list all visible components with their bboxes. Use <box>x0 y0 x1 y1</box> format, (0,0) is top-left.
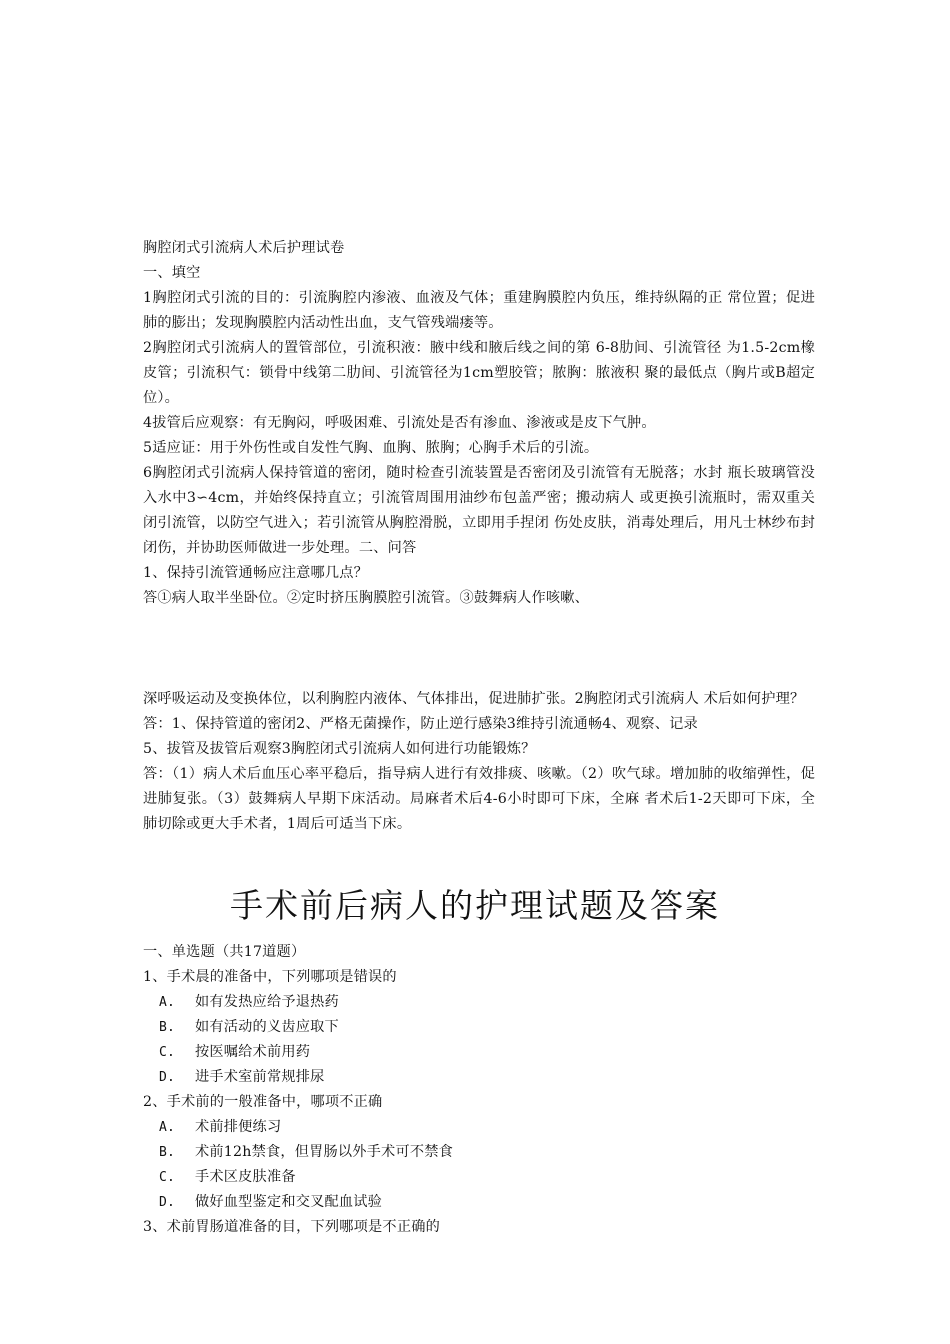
paragraph: 2胸腔闭式引流病人的置管部位，引流积液：腋中线和腋后线之间的第 6-8肋间、引流管径 为1.5-2cm橡皮管；引流积气：锁骨中线第二肋间、引流管径为1cm塑胶管；脓胸：脓液积 聚的最低点（胸片或B超定位）。 <box>143 340 815 406</box>
option-text: 如有活动的义齿应取下 <box>195 1019 339 1035</box>
option-item <box>143 1140 815 1165</box>
option-letter: D. <box>159 1195 176 1210</box>
paragraph: 5适应证：用于外伤性或自发性气胸、血胸、脓胸；心胸手术后的引流。 <box>143 440 599 456</box>
option-text: 做好血型鉴定和交叉配血试验 <box>195 1194 383 1210</box>
option-letter: A. <box>159 1120 176 1135</box>
paragraph: 6胸腔闭式引流病人保持管道的密闭，随时检查引流装置是否密闭及引流管有无脱落；水封 瓶长玻璃管没入水中3∽4cm，并始终保持直立；引流管周围用油纱布包盖严密；搬动病人 或更换引流瓶时，需双重关闭引流管，以防空气进入；若引流管从胸腔滑脱，立即用手捏闭 伤处皮肤，消毒处理后，用凡士林纱布封闭伤，并协助医师做进一步处理。二、问答 <box>143 465 815 556</box>
option-letter: B. <box>159 1020 176 1035</box>
answer: 答：1、保持管道的密闭2、严格无菌操作，防止逆行感染3维持引流通畅4、观察、记录 <box>143 716 698 732</box>
option-text: 如有发热应给予退热药 <box>195 994 339 1010</box>
paragraph: 1胸腔闭式引流的目的：引流胸腔内渗液、血液及气体；重建胸膜腔内负压，维持纵隔的正 常位置；促进肺的膨出；发现胸膜腔内活动性出血，支气管残端瘘等。 <box>143 290 815 331</box>
option-item <box>143 1190 815 1215</box>
exam-part-two <box>143 687 815 837</box>
option-item <box>143 1015 815 1040</box>
option-item <box>143 990 815 1015</box>
answer: 答：（1）病人术后血压心率平稳后，指导病人进行有效排痰、咳嗽。（2）吹气球。增加肺的收缩弹性，促进肺复张。（3）鼓舞病人早期下床活动。局麻者术后4-6小时即可下床，全麻 者术后1-2天即可下床，全肺切除或更大手术者，1周后可适当下床。 <box>143 766 815 832</box>
exam-part-one <box>143 236 815 611</box>
section-heading: 一、填空 <box>143 265 201 281</box>
question: 1、保持引流管通畅应注意哪几点？ <box>143 565 369 581</box>
option-text: 术前排便练习 <box>195 1119 282 1135</box>
option-text: 进手术室前常规排尿 <box>195 1069 325 1085</box>
option-item <box>143 1040 815 1065</box>
question: 5、拔管及拔管后观察3胸腔闭式引流病人如何进行功能锻炼？ <box>143 741 536 757</box>
option-text: 按医嘱给术前用药 <box>195 1044 311 1060</box>
quiz-body <box>143 940 815 1240</box>
option-letter: B. <box>159 1145 176 1160</box>
option-letter: A. <box>159 995 176 1010</box>
question-stem: 1、手术晨的准备中，下列哪项是错误的 <box>143 969 397 985</box>
answer-continued: 深呼吸运动及变换体位，以利胸腔内液体、气体排出，促进肺扩张。2胸腔闭式引流病人 术后如何护理？ <box>143 691 805 707</box>
section-heading: 一、单选题（共17道题） <box>143 944 306 960</box>
question-stem: 2、手术前的一般准备中，哪项不正确 <box>143 1094 383 1110</box>
paragraph: 4拔管后应观察：有无胸闷，呼吸困难、引流处是否有渗血、渗液或是皮下气肿。 <box>143 415 656 431</box>
quiz-title: 手术前后病人的护理试题及答案 <box>230 886 720 925</box>
option-text: 手术区皮肤准备 <box>195 1169 296 1185</box>
question-stem: 3、术前胃肠道准备的目，下列哪项是不正确的 <box>143 1219 440 1235</box>
option-text: 术前12h禁食，但胃肠以外手术可不禁食 <box>195 1144 453 1160</box>
option-letter: D. <box>159 1070 176 1085</box>
option-item <box>143 1115 815 1140</box>
option-letter: C. <box>159 1170 176 1185</box>
option-item <box>143 1165 815 1190</box>
answer: 答①病人取半坐卧位。②定时挤压胸膜腔引流管。③鼓舞病人作咳嗽、 <box>143 590 590 606</box>
doc-title: 胸腔闭式引流病人术后护理试卷 <box>143 240 345 256</box>
option-letter: C. <box>159 1045 176 1060</box>
option-item <box>143 1065 815 1090</box>
